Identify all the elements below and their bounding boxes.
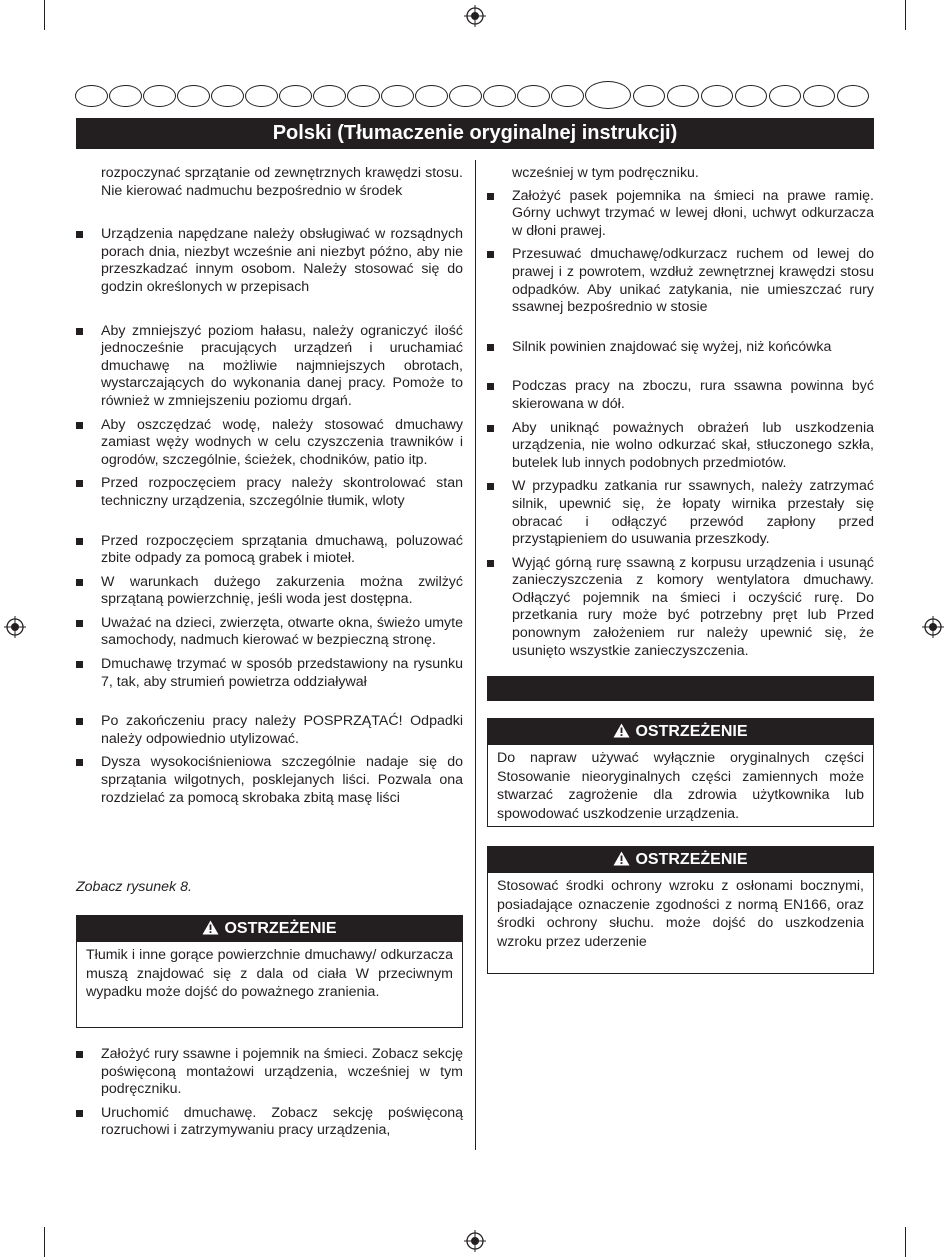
bullet-icon [76, 1110, 83, 1117]
bullet-icon [487, 383, 494, 390]
warning-header [77, 916, 462, 942]
warning-header [488, 719, 873, 745]
warning-triangle-icon [613, 851, 630, 866]
paragraph-text: Wyjąć górną rurę ssawną z korpusu urządzenia i usunąć zanieczyszczenia z komory wentylatora dmuchawy. Odłączyć pojemnik na śmieci i oczyścić rurę. Do przetkania rury może być potrzebny pręt lub Przed ponownym założeniem rur należy upewnić się, że usunięto wszystkie zanieczyszczenia. [512, 554, 874, 659]
list-item [76, 475, 463, 510]
list-item [487, 555, 874, 661]
language-oval [279, 85, 312, 107]
warning-header [488, 847, 873, 873]
paragraph-text: wcześniej w tym podręczniku. [512, 165, 699, 181]
language-oval [517, 85, 550, 107]
language-oval [75, 85, 108, 107]
bullet-icon [76, 1051, 83, 1058]
language-oval [347, 85, 380, 107]
language-oval [769, 85, 802, 107]
list-item [487, 478, 874, 548]
warning-box [76, 915, 463, 1028]
registration-mark-icon [4, 616, 26, 638]
paragraph-text: Urządzenia napędzane należy obsługiwać w rozsądnych porach dnia, niezbyt wcześnie ani niezbyt późno, aby nie przeszkadzać innym osobom. Należy stosować się do godzin określonych w przepisach [101, 226, 463, 295]
registration-mark-icon [464, 5, 486, 27]
warning-heading: OSTRZEŻENIE [224, 920, 337, 937]
bullet-icon [487, 483, 494, 490]
list-item [487, 339, 874, 357]
paragraph-text: Dysza wysokociśnieniowa szczególnie nadaje się do sprzątania wilgotnych, posklejanych liści. Pozwala ona rozdzielać za pomocą skrobaka zbitą masę liści [101, 754, 463, 806]
list-item [76, 713, 463, 748]
list-item [487, 246, 874, 316]
registration-mark-icon [922, 616, 944, 638]
list-item [76, 1105, 463, 1140]
paragraph-text: Uruchomić dmuchawę. Zobacz sekcję poświęconą rozruchowi i zatrzymywaniu pracy urządzenia, [101, 1104, 463, 1139]
paragraph-text: Podczas pracy na zboczu, rura ssawna powinna być skierowana w dół. [512, 378, 874, 412]
language-oval [449, 85, 482, 107]
list-item [76, 533, 463, 568]
bullet-icon [487, 193, 494, 200]
section-heading-bar [487, 676, 874, 701]
paragraph-text: Silnik powinien znajdować się wyżej, niż końcówka [512, 338, 832, 355]
bullet-icon [76, 480, 83, 487]
right-column [487, 165, 874, 660]
bullet-icon [487, 344, 494, 351]
language-oval [551, 85, 584, 107]
warning-triangle-icon [613, 723, 630, 738]
paragraph-text: Przed rozpoczęciem sprzątania dmuchawą, poluzować zbite odpady za pomocą grabek i mioteł. [101, 532, 463, 567]
language-oval [313, 85, 346, 107]
column-divider [475, 160, 476, 1150]
language-oval [177, 85, 210, 107]
language-oval-active [585, 81, 631, 109]
warning-text: Do napraw używać wyłącznie oryginalnych części Stosowanie nieoryginalnych części zamiennych może stwarzać zagrożenie dla zdrowia użytkownika lub spowodować uszkodzenie urządzenia. [497, 750, 864, 822]
list-item [487, 165, 874, 183]
bullet-icon [76, 422, 83, 429]
bullet-icon [76, 538, 83, 545]
warning-heading: OSTRZEŻENIE [635, 851, 748, 868]
list-item [487, 378, 874, 413]
paragraph-text: Przesuwać dmuchawę/odkurzacz ruchem od lewej do prawej i z powrotem, wzdłuż zewnętrznej krawędzi stosu odpadków. Aby unikać zatykania, nie umieszczać rury ssawnej bezpośrednio w stosie [512, 246, 874, 316]
language-oval [415, 85, 448, 107]
list-item [76, 574, 463, 609]
bullet-icon [76, 620, 83, 627]
language-oval [837, 85, 870, 107]
bullet-icon [76, 661, 83, 668]
bullet-icon [76, 759, 83, 766]
list-item [76, 1046, 463, 1099]
see-figure-note: Zobacz rysunek 8. [76, 879, 192, 895]
warning-text: Stosować środki ochrony wzroku z osłonami bocznymi, posiadające oznaczenie zgodności z normą EN166, oraz środki ochrony słuchu. może dojść do uszkodzenia wzroku przez uderzenie [497, 878, 864, 950]
paragraph-text: W przypadku zatkania rur ssawnych, należy zatrzymać silnik, upewnić się, że łopaty wirnika przestały się obracać i odłączyć przewód zapłony przed przystąpieniem do usuwania przeszkody. [512, 478, 874, 548]
paragraph-text: Założyć pasek pojemnika na śmieci na prawe ramię. Górny uchwyt trzymać w lewej dłoni, uchwyt odkurzacza w dłoni prawej. [512, 187, 874, 239]
list-item [487, 420, 874, 473]
language-oval [633, 85, 666, 107]
list-item [76, 615, 463, 650]
paragraph-text: Przed rozpoczęciem pracy należy skontrolować stan techniczny urządzenia, szczególnie tłumik, wloty [101, 475, 463, 509]
paragraph-text: Aby zmniejszyć poziom hałasu, należy ograniczyć ilość jednocześnie pracujących urządzeń i uruchamiać dmuchawę na możliwie najmniejszych obrotach, wystarczających do wykonania danej pracy. Pomoże to również w zmniejszeniu poziomu drgań. [101, 322, 463, 409]
bullet-icon [76, 579, 83, 586]
paragraph-text: Aby uniknąć poważnych obrażeń lub uszkodzenia urządzenia, nie wolno odkurzać skał, stłuczonego szkła, butelek lub innych podobnych przedmiotów. [512, 419, 874, 471]
language-oval [109, 85, 142, 107]
bullet-icon [76, 328, 83, 335]
language-oval [483, 85, 516, 107]
language-tabs [75, 85, 875, 109]
paragraph-text: Aby oszczędzać wodę, należy stosować dmuchawy zamiast węży wodnych w celu czyszczenia trawników i ogrodów, szczególnie, ścieżek, chodników, patio itp. [101, 416, 463, 468]
language-oval [211, 85, 244, 107]
warning-heading: OSTRZEŻENIE [635, 723, 748, 740]
language-oval [667, 85, 700, 107]
paragraph-text: W warunkach dużego zakurzenia można zwilżyć sprzątaną powierzchnię, jeśli woda jest dostępna. [101, 573, 463, 608]
language-oval [735, 85, 768, 107]
warning-triangle-icon [202, 920, 219, 935]
warning-box [487, 846, 874, 974]
language-oval [143, 85, 176, 107]
list-item [76, 323, 463, 411]
list-item [76, 226, 463, 296]
paragraph-text: Założyć rury ssawne i pojemnik na śmieci. Zobacz sekcję poświęconą montażowi urządzenia, wcześniej w tym podręczniku. [101, 1046, 463, 1098]
crop-mark [905, 0, 906, 30]
language-oval [803, 85, 836, 107]
bullet-icon [487, 425, 494, 432]
left-column-bottom [76, 1046, 463, 1140]
crop-mark [44, 1227, 45, 1257]
bullet-icon [76, 231, 83, 238]
warning-box [487, 718, 874, 827]
bullet-icon [487, 251, 494, 258]
crop-mark [905, 1227, 906, 1257]
list-item [76, 417, 463, 470]
language-oval [245, 85, 278, 107]
list-item [76, 165, 463, 200]
registration-mark-icon [464, 1230, 486, 1252]
language-oval [701, 85, 734, 107]
paragraph-text: Uważać na dzieci, zwierzęta, otwarte okna, świeżo umyte samochody, nadmuch kierować w bezpieczną stronę. [101, 614, 463, 649]
paragraph-text: Dmuchawę trzymać w sposób przedstawiony na rysunku 7, tak, aby strumień powietrza oddziaływał [101, 656, 463, 690]
list-item [487, 188, 874, 241]
warning-text: Tłumik i inne gorące powierzchnie dmuchawy/ odkurzacza muszą znajdować się z dala od ciała W przeciwnym wypadku może dojść do poważnego zranienia. [86, 947, 453, 1001]
left-column [76, 165, 463, 807]
list-item [76, 754, 463, 807]
list-item [76, 656, 463, 691]
paragraph-text: Po zakończeniu pracy należy POSPRZĄTAĆ! Odpadki należy odpowiednio utylizować. [101, 713, 463, 747]
paragraph-text: rozpoczynać sprzątanie od zewnętrznych krawędzi stosu. Nie kierować nadmuchu bezpośrednio w środek [101, 165, 463, 199]
bullet-icon [487, 560, 494, 567]
bullet-icon [76, 718, 83, 725]
crop-mark [44, 0, 45, 30]
language-oval [381, 85, 414, 107]
page-title: Polski (Tłumaczenie oryginalnej instrukcji) [76, 118, 874, 149]
